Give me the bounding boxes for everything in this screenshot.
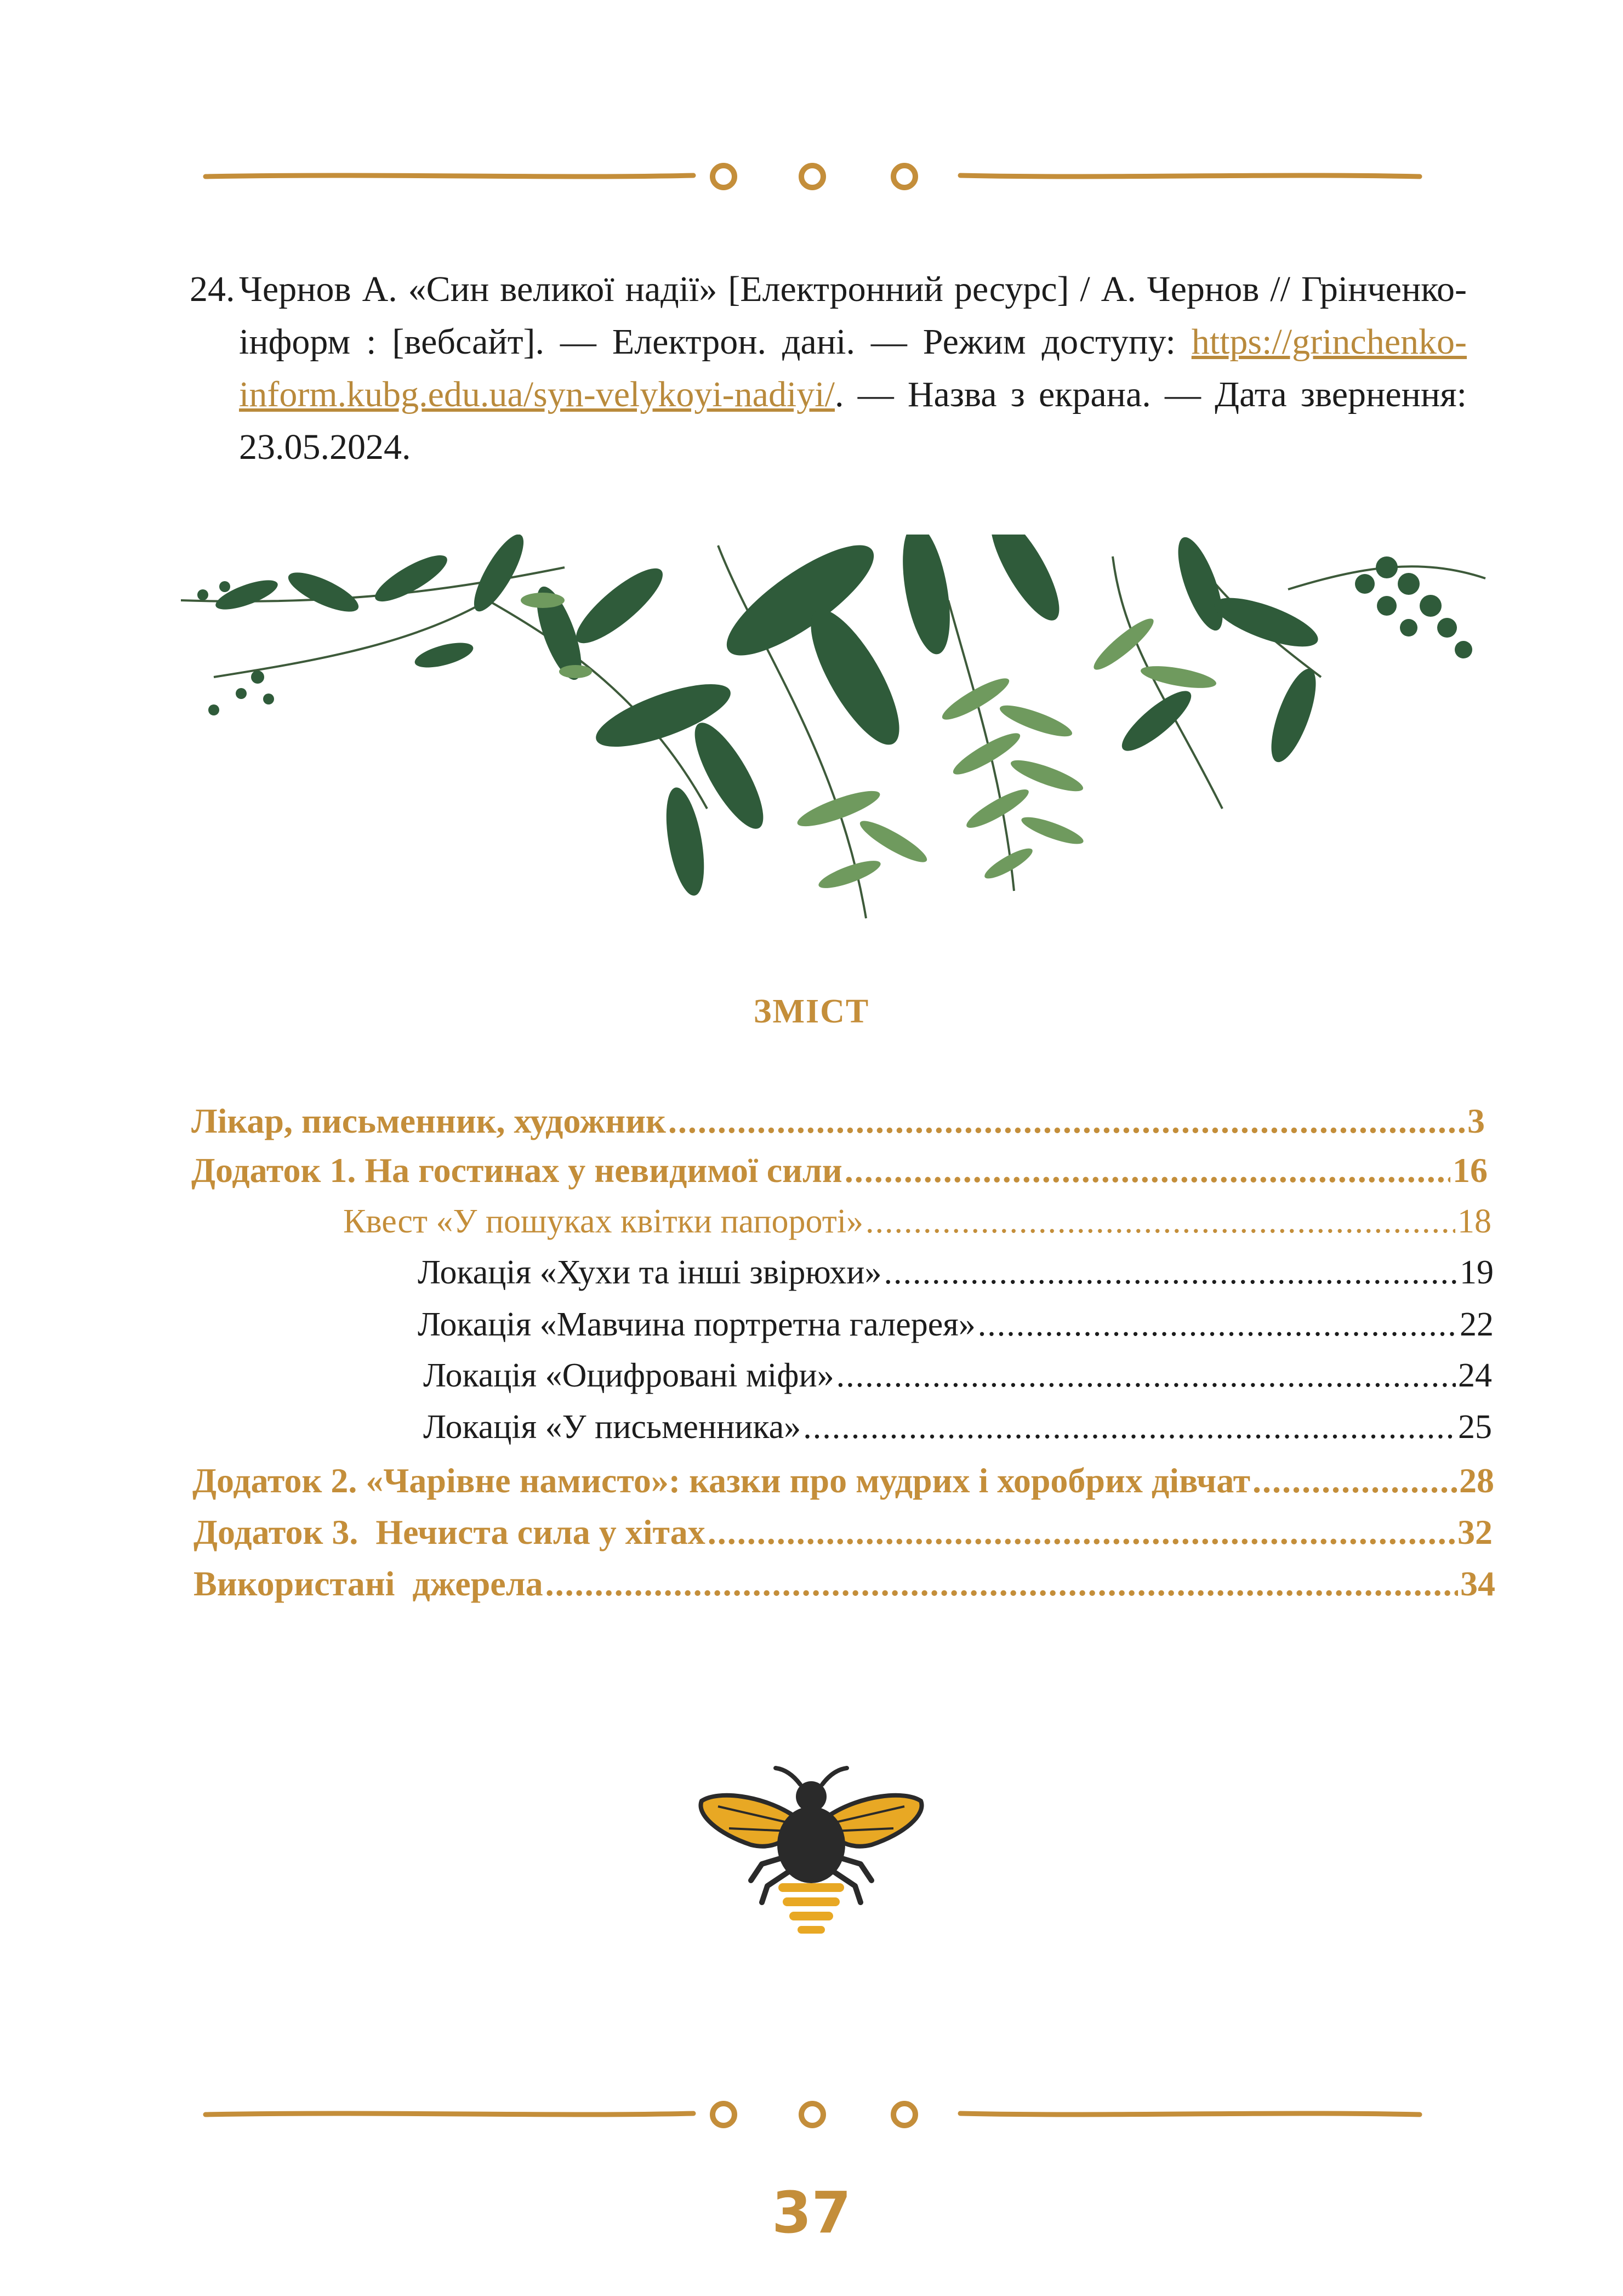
toc-leader-dots xyxy=(865,1202,1455,1241)
reference-body xyxy=(239,263,1467,474)
toc-leader-dots xyxy=(708,1512,1455,1553)
toc-entry-page: 22 xyxy=(1460,1306,1494,1343)
toc-leader-dots xyxy=(836,1356,1456,1395)
reference-text: Чернов А. «Син великої надії» [Електронний ресурс] / А. Чернов // Грінченко-інформ : [вебсайт]. — Електрон. дані. — Режим доступу: xyxy=(239,269,1467,362)
toc-entry-page: 3 xyxy=(1467,1101,1485,1140)
toc-entry-page: 25 xyxy=(1458,1408,1492,1446)
toc-entry-label: Локація «У письменника» xyxy=(423,1408,801,1446)
toc-entry-page: 28 xyxy=(1459,1461,1494,1500)
toc-entry-label: Додаток 3. Нечиста сила у хітах xyxy=(193,1513,705,1551)
toc-entry-page: 32 xyxy=(1457,1513,1493,1551)
toc-entry[interactable] xyxy=(192,1460,1494,1513)
toc-title: ЗМІСТ xyxy=(753,993,870,1030)
toc-entry-label: Локація «Хухи та інші звірюхи» xyxy=(418,1254,882,1291)
toc-entry[interactable] xyxy=(343,1202,1491,1255)
top-divider-icon xyxy=(0,148,1623,203)
toc-entry[interactable] xyxy=(423,1408,1492,1460)
toc-leader-dots xyxy=(545,1564,1458,1604)
toc-entry-label: Використані джерела xyxy=(193,1564,543,1603)
foliage-illustration-icon xyxy=(181,535,1496,940)
toc-entry[interactable] xyxy=(191,1150,1488,1203)
toc-leader-dots xyxy=(803,1408,1456,1447)
toc-entry-label: Локація «Мавчина портретна галерея» xyxy=(418,1306,976,1343)
reference-entry xyxy=(190,263,1467,474)
toc-entry-label: Лікар, письменник, художник xyxy=(191,1101,666,1140)
reference-link[interactable]: https://grinchenko-inform.kubg.edu.ua/syn-velykoyi-nadiyi/ xyxy=(239,322,1467,414)
toc-entry-label: Локація «Оцифровані міфи» xyxy=(423,1357,834,1394)
toc-leader-dots xyxy=(1252,1460,1457,1501)
toc-leader-dots xyxy=(668,1101,1465,1141)
bottom-divider-icon xyxy=(0,2087,1623,2142)
toc-entry[interactable] xyxy=(191,1101,1485,1153)
reference-number: 24. xyxy=(190,269,235,309)
toc-leader-dots xyxy=(884,1253,1457,1292)
toc-entry-label: Додаток 2. «Чарівне намисто»: казки про мудрих і хоробрих дівчат xyxy=(192,1461,1251,1500)
toc-entry[interactable] xyxy=(193,1512,1493,1565)
toc-entry[interactable] xyxy=(418,1305,1494,1358)
toc-leader-dots xyxy=(845,1150,1450,1191)
toc-entry-label: Додаток 1. На гостинах у невидимої сили xyxy=(191,1151,842,1190)
toc-entry-label: Квест «У пошуках квітки папороті» xyxy=(343,1203,864,1240)
toc-entry[interactable] xyxy=(193,1564,1495,1616)
toc-entry-page: 16 xyxy=(1453,1151,1488,1190)
toc-entry-page: 18 xyxy=(1457,1203,1491,1240)
toc-entry-page: 19 xyxy=(1460,1254,1494,1291)
toc-leader-dots xyxy=(978,1305,1457,1344)
toc-entry[interactable] xyxy=(423,1356,1492,1409)
page-number: 37 xyxy=(772,2179,851,2246)
toc-entry-page: 34 xyxy=(1460,1564,1495,1603)
toc-entry[interactable] xyxy=(418,1253,1494,1306)
toc-entry-page: 24 xyxy=(1458,1357,1492,1394)
reference-text-end: . — Назва з екрана. — Дата звернення: 23.05.2024. xyxy=(239,374,1467,467)
bee-icon xyxy=(696,1763,926,1943)
